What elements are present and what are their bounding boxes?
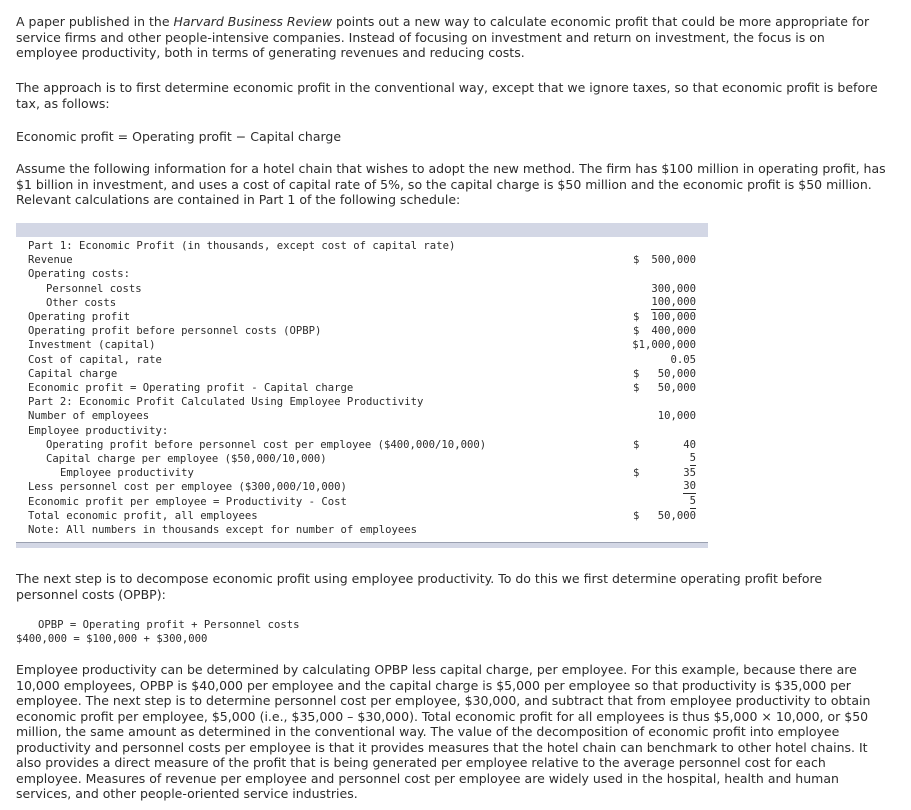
intro-paragraph-2: The approach is to first determine economic profit in the conventional way, except that we ignore taxes, so that economic profit is before tax, as follows: [16, 80, 878, 111]
schedule-row [28, 438, 702, 452]
schedule-row-value: 100,000 [651, 311, 696, 323]
schedule-row-value: 300,000 [651, 282, 696, 295]
schedule-row [28, 324, 702, 338]
schedule-row-dollar: $ [633, 254, 640, 267]
schedule-row-label: Investment (capital) [28, 339, 156, 352]
schedule-row-label: Operating profit before personnel costs (OPBP) [28, 325, 322, 338]
schedule-row-label: Operating costs: [28, 268, 131, 281]
schedule-row-dollar: $ [633, 311, 640, 323]
schedule-row-dollar: $ [633, 509, 640, 522]
schedule-row [28, 338, 702, 352]
schedule-row-label: Part 1: Economic Profit (in thousands, except cost of capital rate) [28, 240, 456, 252]
economic-profit-definition: Economic profit = Operating profit − Capital charge [16, 129, 342, 144]
schedule-row-value: 50,000 [657, 509, 696, 522]
schedule-row-value: 5 [689, 494, 696, 507]
schedule-row [28, 310, 702, 324]
schedule-bottom-bar [16, 542, 708, 548]
schedule-row-value: 10,000 [657, 410, 696, 423]
schedule-row-label: Note: All numbers in thousands except for number of employees [28, 524, 418, 536]
intro-paragraph-1: A paper published in the Harvard Business Review points out a new way to calculate economic profit that could be more appropriate for service firms and other people-intensive companies. Instead of focusing on investment and return on investment, the focus is on employee productivity, both in terms of generating revenues and reducing costs. [16, 14, 870, 60]
schedule-row [28, 480, 702, 494]
schedule-row-label: Economic profit per employee = Productivity - Cost [28, 495, 347, 508]
productivity-explanation: Employee productivity can be determined by calculating OPBP less capital charge, per employee. For this example, because there are 10,000 employees, OPBP is $40,000 per employee and the capital charge is $5,000 per employee so that productivity is $35,000 per employee. The next step is to determine personnel cost per employee, $30,000, and subtract that from employee productivity to obtain economic profit per employee, $5,000 (i.e., $35,000 – $30,000). Total economic profit for all employees is thus $5,000 × 10,000, or $50 million, the same amount as determined in the conventional way. The value of the decomposition of economic profit into employee productivity and personnel costs per employee is that it provides measures that the hotel chain can benchmark to other hotel chains. It also provides a direct measure of the profit that is being generated per employee relative to the average personnel cost for each employee. Measures of revenue per employee and personnel cost per employee are widely used in the hospital, health and human services, and other people-oriented service industries. [16, 662, 871, 801]
schedule-row [28, 509, 702, 523]
schedule-row-label: Employee productivity [60, 467, 194, 480]
schedule-row-label: Operating profit [28, 311, 131, 323]
schedule-row [28, 267, 702, 281]
schedule-row [28, 424, 702, 438]
schedule-row-value: 400,000 [651, 325, 696, 338]
schedule-row-value: 0.05 [670, 353, 696, 366]
schedule-row-dollar: $ [633, 438, 640, 451]
schedule-row-label: Economic profit = Operating profit - Capital charge [28, 382, 354, 394]
opbp-values: $400,000 = $100,000 + $300,000 [16, 633, 208, 645]
schedule-row-value: 35 [683, 467, 696, 480]
schedule-row [28, 282, 702, 296]
schedule-row [28, 381, 702, 395]
schedule-row [28, 495, 702, 509]
schedule-row [28, 253, 702, 267]
schedule-row-dollar: $ [633, 325, 640, 338]
schedule-row [28, 353, 702, 367]
schedule-row-label: Part 2: Economic Profit Calculated Using Employee Productivity [28, 396, 424, 409]
schedule-row-dollar: $ [633, 467, 640, 480]
schedule-row-value: $1,000,000 [632, 339, 696, 352]
schedule-row [28, 523, 702, 537]
schedule-row-label: Total economic profit, all employees [28, 509, 258, 522]
intro-paragraph-4: Assume the following information for a hotel chain that wishes to adopt the new method. The firm has $100 million in operating profit, has $1 billion in investment, and uses a cost of capital rate of 5%, so the capital charge is $50 million and the economic profit is $50 million. Relevant calculations are contained in Part 1 of the following schedule: [16, 161, 886, 207]
schedule-row-label: Other costs [46, 296, 117, 309]
schedule-row [28, 239, 702, 253]
schedule-row-value: 50,000 [657, 367, 696, 380]
schedule-row [28, 452, 702, 466]
schedule-row-label: Employee productivity: [28, 424, 169, 437]
schedule-row-label: Personnel costs [46, 282, 142, 295]
schedule-row [28, 409, 702, 423]
schedule-row-dollar: $ [633, 367, 640, 380]
schedule-row-label: Cost of capital, rate [28, 353, 162, 366]
schedule-row-label: Number of employees [28, 410, 150, 423]
schedule-top-bar [16, 223, 708, 237]
schedule-row-dollar: $ [633, 382, 640, 394]
schedule-row [28, 296, 702, 310]
economic-profit-schedule [16, 223, 708, 548]
schedule-row-value: 5 [689, 452, 696, 464]
schedule-row [28, 367, 702, 381]
schedule-row-value: 40 [683, 438, 696, 451]
decompose-paragraph: The next step is to decompose economic profit using employee productivity. To do this we first determine operating profit before personnel costs (OPBP): [16, 571, 823, 602]
journal-name: Harvard Business Review [173, 14, 333, 29]
schedule-row-value: 50,000 [657, 382, 696, 394]
schedule-row-value: 30 [683, 480, 696, 493]
schedule-row-label: Less personnel cost per employee ($300,000/10,000) [28, 481, 347, 494]
schedule-row-label: Revenue [28, 254, 73, 267]
schedule-row-label: Capital charge [28, 367, 118, 380]
schedule-row-value: 100,000 [651, 295, 696, 308]
schedule-row [28, 466, 702, 480]
schedule-row-label: Operating profit before personnel cost per employee ($400,000/10,000) [46, 438, 487, 451]
schedule-row-value: 500,000 [651, 254, 696, 267]
opbp-formula: OPBP = Operating profit + Personnel costs [38, 619, 300, 631]
schedule-row-label: Capital charge per employee ($50,000/10,000) [46, 453, 327, 465]
schedule-row [28, 395, 702, 409]
